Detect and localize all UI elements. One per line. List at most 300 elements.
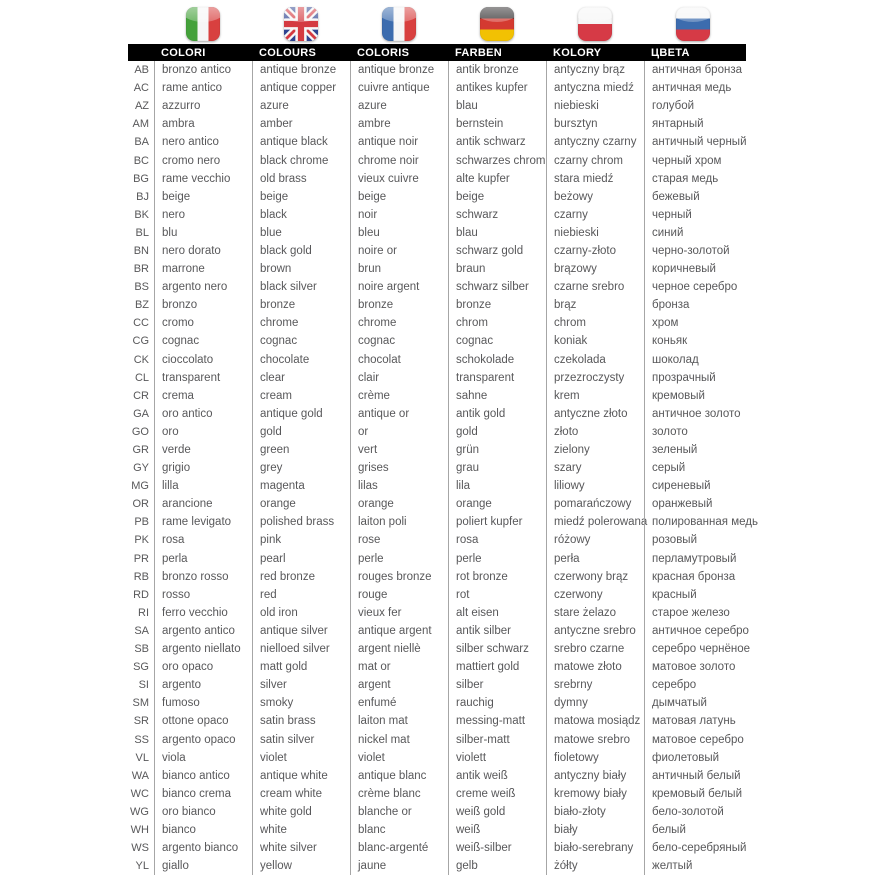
color-code: BR (133, 263, 149, 276)
color-name-polish: czarny chrom (546, 151, 644, 169)
table-row (128, 314, 875, 332)
color-name-polish: antyczny biały (546, 767, 644, 785)
france-flag-icon (382, 7, 416, 41)
color-name-russian: кремовый (644, 387, 800, 405)
color-code: RB (133, 570, 149, 583)
color-name-polish: niebieski (546, 97, 644, 115)
color-name-italian: argento opaco (154, 730, 252, 748)
color-code: CK (133, 353, 149, 366)
color-name-polish: antyczna miedź (546, 79, 644, 97)
color-name-german: orange (448, 495, 546, 513)
color-name-italian: argento niellato (154, 640, 252, 658)
color-name-polish: przezroczysty (546, 369, 644, 387)
color-name-german: antikes kupfer (448, 79, 546, 97)
table-row (128, 170, 875, 188)
color-name-polish: czerwony brąz (546, 568, 644, 586)
color-name-german: schwarzes chrom (448, 151, 546, 169)
color-name-russian: черный (644, 206, 800, 224)
color-name-italian: fumoso (154, 694, 252, 712)
color-code: YL (135, 860, 149, 873)
table-row (128, 224, 875, 242)
flags-spacer (128, 7, 154, 44)
color-name-french: antique or (350, 405, 448, 423)
color-code: GO (131, 425, 149, 438)
color-name-french: azure (350, 97, 448, 115)
color-name-german: gold (448, 423, 546, 441)
color-name-russian: матовое золото (644, 658, 800, 676)
color-code: WG (130, 805, 149, 818)
color-name-german: creme weiß (448, 785, 546, 803)
color-name-english: green (252, 441, 350, 459)
color-name-russian: бело-золотой (644, 803, 800, 821)
table-row (128, 694, 875, 712)
color-name-english: antique bronze (252, 61, 350, 79)
color-name-english: white gold (252, 803, 350, 821)
color-name-russian: желтый (644, 857, 800, 875)
color-name-italian: oro bianco (154, 803, 252, 821)
table-row (128, 441, 875, 459)
table-row (128, 531, 875, 549)
color-code: WA (131, 769, 149, 782)
color-name-italian: bianco (154, 821, 252, 839)
color-name-french: laiton mat (350, 712, 448, 730)
color-name-french: chrome noir (350, 151, 448, 169)
color-name-english: magenta (252, 477, 350, 495)
color-name-english: antique silver (252, 622, 350, 640)
color-code: WS (131, 842, 149, 855)
color-code: PK (134, 534, 149, 547)
color-name-italian: nero (154, 206, 252, 224)
color-code: RD (133, 588, 149, 601)
color-code: CR (133, 389, 149, 402)
color-name-french: antique blanc (350, 767, 448, 785)
color-code: CC (133, 317, 149, 330)
table-row (128, 513, 875, 531)
table-row (128, 712, 875, 730)
color-name-french: nickel mat (350, 730, 448, 748)
color-name-german: mattiert gold (448, 658, 546, 676)
color-name-russian: серебро (644, 676, 800, 694)
color-name-polish: krem (546, 387, 644, 405)
color-name-italian: rosa (154, 531, 252, 549)
color-name-italian: arancione (154, 495, 252, 513)
color-name-german: rauchig (448, 694, 546, 712)
table-row (128, 821, 875, 839)
color-name-polish: antyczny czarny (546, 133, 644, 151)
color-name-german: weiß-silber (448, 839, 546, 857)
color-name-german: braun (448, 260, 546, 278)
color-name-english: chrome (252, 314, 350, 332)
color-name-russian: античная медь (644, 79, 800, 97)
color-name-german: schwarz gold (448, 242, 546, 260)
color-name-german: bronze (448, 296, 546, 314)
color-name-russian: фиолетовый (644, 749, 800, 767)
color-code: WC (130, 787, 149, 800)
color-code: OR (132, 498, 149, 511)
color-name-german: schwarz silber (448, 278, 546, 296)
color-name-russian: оранжевый (644, 495, 800, 513)
color-name-italian: cognac (154, 332, 252, 350)
color-code: AC (133, 82, 149, 95)
color-name-english: grey (252, 459, 350, 477)
color-name-russian: бежевый (644, 188, 800, 206)
color-name-italian: nero antico (154, 133, 252, 151)
color-code: MG (131, 480, 149, 493)
table-row (128, 749, 875, 767)
color-name-french: violet (350, 749, 448, 767)
color-code: BK (134, 208, 149, 221)
color-name-russian: хром (644, 314, 800, 332)
color-name-italian: ottone opaco (154, 712, 252, 730)
color-name-german: cognac (448, 332, 546, 350)
color-name-german: transparent (448, 369, 546, 387)
color-name-french: vert (350, 441, 448, 459)
table-row (128, 550, 875, 568)
color-name-french: bleu (350, 224, 448, 242)
color-table-body (128, 61, 875, 875)
color-name-polish: fioletowy (546, 749, 644, 767)
color-code: CL (134, 371, 149, 384)
color-name-german: alt eisen (448, 604, 546, 622)
table-row (128, 423, 875, 441)
color-name-polish: srebrny (546, 676, 644, 694)
color-name-polish: liliowy (546, 477, 644, 495)
color-name-english: black silver (252, 278, 350, 296)
color-name-polish: niebieski (546, 224, 644, 242)
color-name-french: blanche or (350, 803, 448, 821)
color-name-italian: bronzo (154, 296, 252, 314)
color-name-english: violet (252, 749, 350, 767)
color-name-french: mat or (350, 658, 448, 676)
table-row (128, 151, 875, 169)
color-name-german: grau (448, 459, 546, 477)
table-header-bar (128, 44, 746, 61)
color-name-german: antik schwarz (448, 133, 546, 151)
color-name-russian: матовое серебро (644, 730, 800, 748)
color-name-french: argent niellè (350, 640, 448, 658)
color-name-french: noire argent (350, 278, 448, 296)
color-name-polish: beżowy (546, 188, 644, 206)
color-name-english: red bronze (252, 568, 350, 586)
color-name-italian: marrone (154, 260, 252, 278)
color-code: BS (134, 281, 149, 294)
color-name-russian: старое железо (644, 604, 800, 622)
color-name-french: antique bronze (350, 61, 448, 79)
color-name-english: black chrome (252, 151, 350, 169)
table-row (128, 730, 875, 748)
color-name-polish: perła (546, 550, 644, 568)
color-name-russian: золото (644, 423, 800, 441)
color-code: GY (133, 462, 149, 475)
color-name-italian: oro (154, 423, 252, 441)
table-row (128, 658, 875, 676)
color-name-french: antique noir (350, 133, 448, 151)
color-name-polish: bursztyn (546, 115, 644, 133)
table-row (128, 405, 875, 423)
table-row (128, 115, 875, 133)
table-row (128, 839, 875, 857)
color-code: AB (134, 64, 149, 77)
color-name-french: enfumé (350, 694, 448, 712)
color-name-italian: beige (154, 188, 252, 206)
color-code: WH (130, 823, 149, 836)
color-name-russian: античная бронза (644, 61, 800, 79)
color-name-polish: kremowy biały (546, 785, 644, 803)
color-name-russian: красная бронза (644, 568, 800, 586)
table-row (128, 188, 875, 206)
color-name-french: beige (350, 188, 448, 206)
color-name-italian: bianco antico (154, 767, 252, 785)
color-name-english: chocolate (252, 351, 350, 369)
color-name-english: antique black (252, 133, 350, 151)
color-name-russian: античное золото (644, 405, 800, 423)
table-row (128, 767, 875, 785)
color-name-italian: oro opaco (154, 658, 252, 676)
color-name-german: antik gold (448, 405, 546, 423)
color-name-russian: матовая латунь (644, 712, 800, 730)
color-name-english: brown (252, 260, 350, 278)
color-name-italian: rame antico (154, 79, 252, 97)
color-code: VL (135, 751, 149, 764)
color-name-italian: transparent (154, 369, 252, 387)
color-name-russian: дымчатый (644, 694, 800, 712)
color-code: PR (133, 552, 149, 565)
color-code: AM (132, 118, 149, 131)
color-code: SS (134, 733, 149, 746)
color-name-russian: черное серебро (644, 278, 800, 296)
table-row (128, 242, 875, 260)
color-name-polish: antyczne srebro (546, 622, 644, 640)
color-name-german: silber (448, 676, 546, 694)
color-name-german: schokolade (448, 351, 546, 369)
color-name-russian: коньяк (644, 332, 800, 350)
color-name-polish: zielony (546, 441, 644, 459)
color-code: BJ (136, 190, 149, 203)
color-name-russian: античный белый (644, 767, 800, 785)
color-name-german: silber schwarz (448, 640, 546, 658)
color-name-english: gold (252, 423, 350, 441)
table-row (128, 351, 875, 369)
color-name-german: messing-matt (448, 712, 546, 730)
germany-flag-icon (480, 7, 514, 41)
table-row (128, 568, 875, 586)
color-name-german: weiß (448, 821, 546, 839)
color-name-italian: rame levigato (154, 513, 252, 531)
table-row (128, 459, 875, 477)
table-row (128, 640, 875, 658)
table-row (128, 387, 875, 405)
color-name-italian: nero dorato (154, 242, 252, 260)
color-name-italian: bianco crema (154, 785, 252, 803)
color-name-english: black gold (252, 242, 350, 260)
color-code: AZ (134, 100, 149, 113)
color-name-french: noir (350, 206, 448, 224)
color-code: SI (138, 679, 149, 692)
color-name-italian: grigio (154, 459, 252, 477)
color-code: PB (134, 516, 149, 529)
color-name-russian: бронза (644, 296, 800, 314)
table-row (128, 604, 875, 622)
color-name-italian: cromo nero (154, 151, 252, 169)
color-name-polish: złoto (546, 423, 644, 441)
color-name-english: silver (252, 676, 350, 694)
color-name-polish: matowe srebro (546, 730, 644, 748)
header-farben: FARBEN (455, 46, 503, 59)
color-name-english: pearl (252, 550, 350, 568)
color-name-french: or (350, 423, 448, 441)
color-name-english: bronze (252, 296, 350, 314)
color-name-polish: matowa mosiądz (546, 712, 644, 730)
color-name-polish: koniak (546, 332, 644, 350)
color-name-german: chrom (448, 314, 546, 332)
color-name-english: nielloed silver (252, 640, 350, 658)
color-name-french: cuivre antique (350, 79, 448, 97)
color-name-russian: шоколад (644, 351, 800, 369)
color-name-polish: brąz (546, 296, 644, 314)
table-row (128, 495, 875, 513)
color-name-italian: blu (154, 224, 252, 242)
color-name-italian: argento bianco (154, 839, 252, 857)
russia-flag-icon (676, 7, 710, 41)
color-name-german: antik silber (448, 622, 546, 640)
color-name-italian: oro antico (154, 405, 252, 423)
color-name-english: black (252, 206, 350, 224)
color-name-english: matt gold (252, 658, 350, 676)
table-row (128, 61, 875, 79)
color-code: SB (134, 643, 149, 656)
table-row (128, 260, 875, 278)
color-name-english: old iron (252, 604, 350, 622)
color-name-italian: bronzo antico (154, 61, 252, 79)
italy-flag-icon (186, 7, 220, 41)
color-code: BC (133, 154, 149, 167)
color-name-italian: viola (154, 749, 252, 767)
table-row (128, 803, 875, 821)
color-code: SG (133, 661, 149, 674)
color-name-german: rosa (448, 531, 546, 549)
color-name-russian: голубой (644, 97, 800, 115)
color-name-french: laiton poli (350, 513, 448, 531)
color-name-russian: синий (644, 224, 800, 242)
color-name-german: grün (448, 441, 546, 459)
poland-flag-icon (578, 7, 612, 41)
color-name-english: antique gold (252, 405, 350, 423)
color-name-english: clear (252, 369, 350, 387)
color-name-russian: античное серебро (644, 622, 800, 640)
color-name-polish: biały (546, 821, 644, 839)
color-name-english: orange (252, 495, 350, 513)
color-name-french: chocolat (350, 351, 448, 369)
color-name-polish: biało-serebrany (546, 839, 644, 857)
table-row (128, 97, 875, 115)
color-name-polish: antyczne złoto (546, 405, 644, 423)
color-name-italian: argento (154, 676, 252, 694)
color-name-polish: czarny (546, 206, 644, 224)
color-name-german: alte kupfer (448, 170, 546, 188)
color-name-english: amber (252, 115, 350, 133)
color-name-german: antik weiß (448, 767, 546, 785)
color-name-french: blanc-argenté (350, 839, 448, 857)
table-row (128, 79, 875, 97)
header-kolory: KOLORY (553, 46, 602, 59)
color-name-german: bernstein (448, 115, 546, 133)
color-name-russian: зеленый (644, 441, 800, 459)
color-name-german: blau (448, 97, 546, 115)
color-name-polish: stara miedź (546, 170, 644, 188)
color-name-russian: прозрачный (644, 369, 800, 387)
table-row (128, 296, 875, 314)
table-row (128, 278, 875, 296)
color-name-italian: verde (154, 441, 252, 459)
color-name-polish: srebro czarne (546, 640, 644, 658)
color-code: RI (138, 606, 149, 619)
color-name-french: rouge (350, 586, 448, 604)
color-name-polish: szary (546, 459, 644, 477)
uk-flag-icon (284, 7, 318, 41)
table-row (128, 857, 875, 875)
color-name-polish: czarny-złoto (546, 242, 644, 260)
color-name-german: silber-matt (448, 730, 546, 748)
color-name-french: lilas (350, 477, 448, 495)
table-row (128, 676, 875, 694)
color-name-french: vieux cuivre (350, 170, 448, 188)
color-code: SA (134, 624, 149, 637)
color-name-german: sahne (448, 387, 546, 405)
color-code: BN (133, 244, 149, 257)
table-row (128, 477, 875, 495)
color-name-russian: серебро чернёное (644, 640, 800, 658)
color-name-english: satin brass (252, 712, 350, 730)
color-name-german: poliert kupfer (448, 513, 546, 531)
color-name-russian: черно-золотой (644, 242, 800, 260)
color-name-italian: cioccolato (154, 351, 252, 369)
color-code: SM (132, 697, 149, 710)
color-name-russian: полированная медь (644, 513, 800, 531)
color-name-italian: crema (154, 387, 252, 405)
table-row (128, 369, 875, 387)
header-cveta: ЦВЕТА (651, 46, 690, 59)
color-name-italian: perla (154, 550, 252, 568)
color-name-french: perle (350, 550, 448, 568)
color-name-french: grises (350, 459, 448, 477)
color-name-french: brun (350, 260, 448, 278)
color-name-polish: dymny (546, 694, 644, 712)
color-name-russian: кремовый белый (644, 785, 800, 803)
color-name-russian: античный черный (644, 133, 800, 151)
color-code: BZ (134, 299, 149, 312)
color-code: BA (134, 136, 149, 149)
color-name-french: rose (350, 531, 448, 549)
color-name-italian: ferro vecchio (154, 604, 252, 622)
color-name-french: ambre (350, 115, 448, 133)
color-name-polish: antyczny brąz (546, 61, 644, 79)
color-name-french: bronze (350, 296, 448, 314)
color-name-russian: черный хром (644, 151, 800, 169)
color-name-italian: giallo (154, 857, 252, 875)
color-name-english: satin silver (252, 730, 350, 748)
color-name-english: cream (252, 387, 350, 405)
color-name-french: chrome (350, 314, 448, 332)
color-name-russian: белый (644, 821, 800, 839)
color-name-english: old brass (252, 170, 350, 188)
color-name-german: rot bronze (448, 568, 546, 586)
table-row (128, 133, 875, 151)
color-name-german: rot (448, 586, 546, 604)
color-name-italian: rame vecchio (154, 170, 252, 188)
table-row (128, 785, 875, 803)
flags-row (128, 0, 875, 44)
color-name-german: gelb (448, 857, 546, 875)
